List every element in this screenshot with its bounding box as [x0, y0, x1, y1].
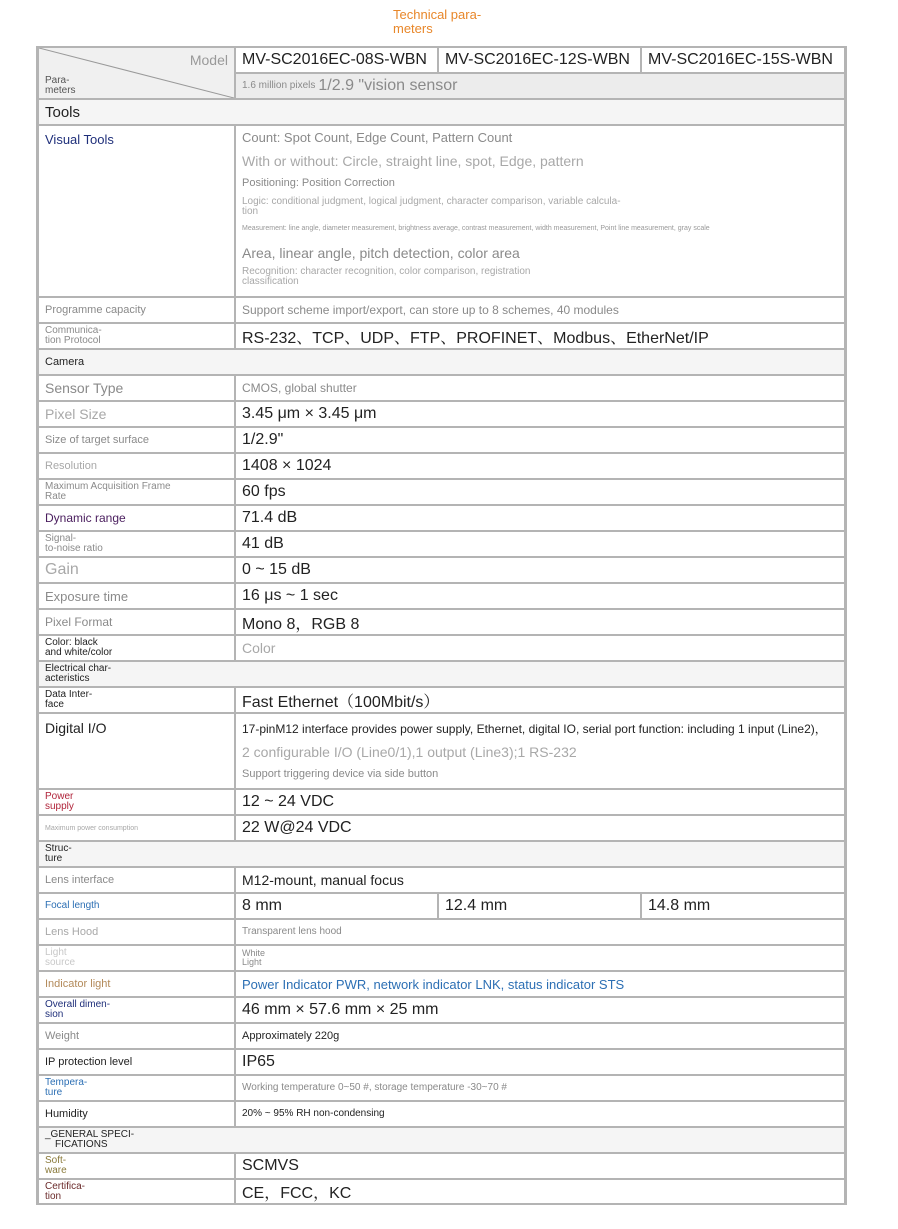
row-value: Approximately 220g	[236, 1024, 844, 1048]
row-label: Digital I/O	[39, 714, 234, 788]
row-value: 60 fps	[236, 480, 844, 504]
row-value: Fast Ethernet（100Mbit/s）	[236, 688, 844, 712]
row-target-surface	[36, 426, 847, 452]
row-indicator	[36, 970, 847, 996]
row-value: 46 mm × 57.6 mm × 25 mm	[236, 998, 844, 1022]
row-value: 20% ~ 95% RH non-condensing	[236, 1102, 844, 1126]
section-title	[39, 1128, 844, 1152]
row-label: Certifica- tion	[39, 1180, 234, 1203]
visual-tools-value	[236, 126, 844, 296]
row-value: CE，FCC，KC	[236, 1180, 844, 1203]
section-structure	[36, 840, 847, 866]
row-label: Soft- ware	[39, 1154, 234, 1178]
section-electrical	[36, 660, 847, 686]
row-value: Power Indicator PWR, network indicator LNK, status indicator STS	[236, 972, 844, 996]
row-label: Pixel Size	[39, 402, 234, 426]
row-focal-length	[36, 892, 847, 918]
row-protocol	[36, 322, 847, 348]
digital-io-line: 2 configurable I/O (Line0/1),1 output (Line3);1 RS-232	[242, 744, 577, 760]
model-2: MV-SC2016EC-12S-WBN	[439, 48, 640, 72]
tool-line: Positioning: Position Correction	[242, 177, 395, 189]
row-value: 3.45 μm × 3.45 μm	[236, 402, 844, 426]
row-lens-hood	[36, 918, 847, 944]
visual-tools-row	[36, 124, 847, 296]
row-pixel-size	[36, 400, 847, 426]
section-title: Tools	[39, 100, 844, 124]
row-temperature	[36, 1074, 847, 1100]
row-label: Focal length	[39, 894, 234, 918]
section-title	[39, 842, 844, 866]
row-label: Exposure time	[39, 584, 234, 608]
sensor-row	[36, 72, 847, 98]
tool-line: Recognition: character recognition, color comparison, registration classification	[242, 266, 531, 287]
row-label: Indicator light	[39, 972, 234, 996]
row-value: 41 dB	[236, 532, 844, 556]
row-value: 22 W@24 VDC	[236, 816, 844, 840]
row-color	[36, 634, 847, 660]
row-label: Tempera- ture	[39, 1076, 234, 1100]
focal-length-2: 12.4 mm	[439, 894, 640, 918]
row-value: Transparent lens hood	[236, 920, 844, 944]
section-title	[39, 662, 844, 686]
row-label: IP protection level	[39, 1050, 234, 1074]
row-label: Light source	[39, 946, 234, 970]
row-label: Lens interface	[39, 868, 234, 892]
tool-line: Logic: conditional judgment, logical judgment, character comparison, variable calcula- tion	[242, 196, 621, 217]
tool-line: Area, linear angle, pitch detection, color area	[242, 245, 520, 261]
row-label: Gain	[39, 558, 234, 582]
row-snr	[36, 530, 847, 556]
row-value: RS-232、TCP、UDP、FTP、PROFINET、Modbus、EtherNet/IP	[236, 324, 844, 348]
row-label: Sensor Type	[39, 376, 234, 400]
sensor-size: 1/2.9 "vision sensor	[318, 77, 458, 94]
row-weight	[36, 1022, 847, 1048]
row-value: IP65	[236, 1050, 844, 1074]
row-value: SCMVS	[236, 1154, 844, 1178]
sensor-pixels: 1.6 million pixels	[242, 80, 316, 91]
row-value: 1/2.9"	[236, 428, 844, 452]
section-title-line: _GENERAL SPECI-	[45, 1129, 135, 1140]
row-ip	[36, 1048, 847, 1074]
tool-line: With or without: Circle, straight line, spot, Edge, pattern	[242, 153, 584, 169]
spec-table	[36, 46, 847, 1205]
row-sensor-type	[36, 374, 847, 400]
row-value: CMOS, global shutter	[236, 376, 844, 400]
row-label: Humidity	[39, 1102, 234, 1126]
row-certification	[36, 1178, 847, 1205]
section-title-line: ture	[45, 853, 63, 864]
focal-length-1: 8 mm	[236, 894, 437, 918]
row-pixel-format	[36, 608, 847, 634]
section-general	[36, 1126, 847, 1152]
section-tools	[36, 98, 847, 124]
row-label: Lens Hood	[39, 920, 234, 944]
parameters-label: Para- meters	[45, 75, 76, 96]
row-label: Signal- to-noise ratio	[39, 532, 234, 556]
row-value: 71.4 dB	[236, 506, 844, 530]
row-power-supply	[36, 788, 847, 814]
section-title-line: Struc-	[45, 843, 72, 854]
row-label: Pixel Format	[39, 610, 234, 634]
row-label: Dynamic range	[39, 506, 234, 530]
row-programme-capacity	[36, 296, 847, 322]
row-value: 12 ~ 24 VDC	[236, 790, 844, 814]
row-value: Working temperature 0~50 #, storage temperature -30~70 #	[236, 1076, 844, 1100]
row-label: Overall dimen- sion	[39, 998, 234, 1022]
row-value: 16 μs ~ 1 sec	[236, 584, 844, 608]
page-title: Technical para- meters	[393, 7, 482, 36]
section-camera	[36, 348, 847, 374]
row-label: Programme capacity	[39, 298, 234, 322]
row-label: Maximum Acquisition Frame Rate	[39, 480, 234, 504]
row-value: Support scheme import/export, can store up to 8 schemes, 40 modules	[236, 298, 844, 322]
row-gain	[36, 556, 847, 582]
tool-line: Measurement: line angle, diameter measurement, brightness average, contrast measurement, width measurement, Point line measurement, gray scale	[242, 225, 710, 232]
row-exposure	[36, 582, 847, 608]
model-3: MV-SC2016EC-15S-WBN	[642, 48, 844, 72]
tool-line: Count: Spot Count, Edge Count, Pattern Count	[242, 130, 513, 145]
digital-io-line: 17-pinM12 interface provides power supply, Ethernet, digital IO, serial port function: including 1 input (Line2)，	[242, 722, 827, 736]
row-label: Visual Tools	[39, 126, 234, 296]
row-value: Mono 8，RGB 8	[236, 610, 844, 634]
row-light-source	[36, 944, 847, 970]
row-label: Resolution	[39, 454, 234, 478]
row-label: Maximum power consumption	[39, 816, 234, 840]
row-digital-io	[36, 712, 847, 788]
row-lens-interface	[36, 866, 847, 892]
row-resolution	[36, 452, 847, 478]
row-label: Size of target surface	[39, 428, 234, 452]
row-value: 1408 × 1024	[236, 454, 844, 478]
section-title: Camera	[39, 350, 844, 374]
row-label: Color: black and white/color	[39, 636, 234, 660]
row-max-power	[36, 814, 847, 840]
focal-length-3: 14.8 mm	[642, 894, 844, 918]
row-value: M12-mount, manual focus	[236, 868, 844, 892]
row-value	[236, 714, 844, 788]
row-data-interface	[36, 686, 847, 712]
row-frame-rate	[36, 478, 847, 504]
row-dynamic-range	[36, 504, 847, 530]
model-1: MV-SC2016EC-08S-WBN	[236, 48, 437, 72]
sensor-summary	[236, 74, 844, 98]
section-title-line: acteristics	[45, 673, 90, 684]
row-dimension	[36, 996, 847, 1022]
row-humidity	[36, 1100, 847, 1126]
row-label: Power supply	[39, 790, 234, 814]
row-software	[36, 1152, 847, 1178]
row-value: Color	[236, 636, 844, 660]
row-value: 0 ~ 15 dB	[236, 558, 844, 582]
row-label: Weight	[39, 1024, 234, 1048]
model-label: Model	[189, 52, 228, 68]
row-value: White Light	[236, 946, 844, 970]
section-title-line: FICATIONS	[55, 1139, 108, 1150]
section-title-line: Electrical char-	[45, 663, 112, 674]
digital-io-line: Support triggering device via side button	[242, 768, 439, 780]
row-label: Data Inter- face	[39, 688, 234, 712]
row-label: Communica- tion Protocol	[39, 324, 234, 348]
